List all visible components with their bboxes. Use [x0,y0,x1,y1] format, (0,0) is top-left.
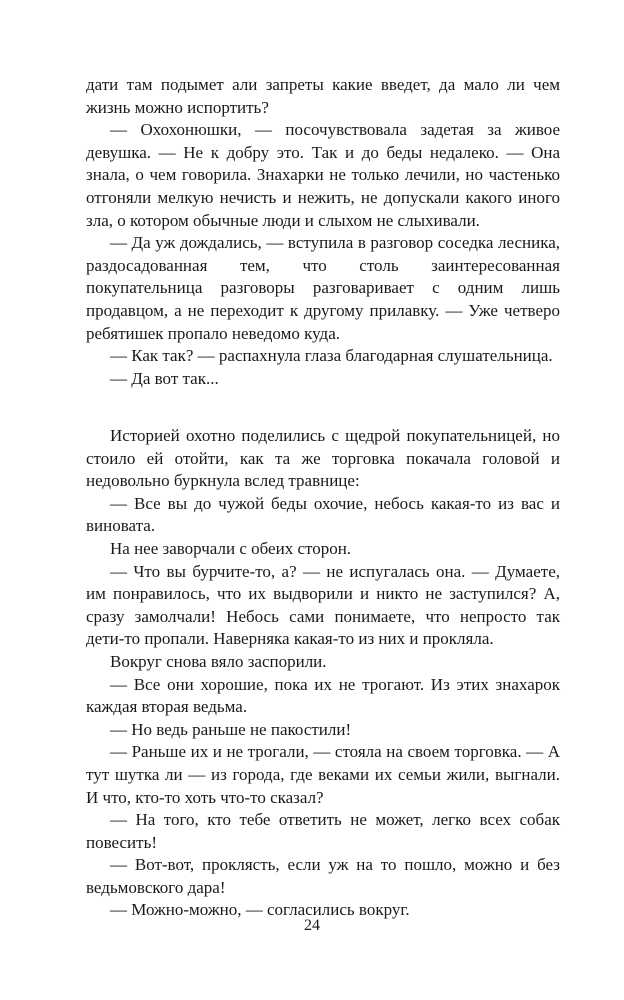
paragraph: Вокруг снова вяло заспорили. [110,651,327,671]
paragraph: дати там подымет али запреты какие введет, да мало ли чем жизнь можно испортить? [86,75,560,117]
paragraph: На нее заворчали с обеих сторон. [110,538,352,558]
text-section-before-break [86,74,560,390]
paragraph: — Да уж дождались, — вступила в разговор соседка лесника, раздосадованная тем, что столь заинтересованная покупательница разговоры разговаривает с одним лишь продавцом, а не переходит к другому прилавку. — Уже четверо ребятишек пропало неведомо куда. [86,233,560,343]
paragraph: — Что вы бурчите-то, а? — не испугалась она. — Думаете, им понравилось, что их выдворили и никто не заступился? А, сразу замолчали! Небось сами понимаете, что непросто так дети-то пропали. Наверняка какая-то из них и прокляла. [86,561,560,649]
paragraph: — Все вы до чужой беды охочие, небось какая-то из вас и виновата. [86,493,560,536]
paragraph: — Но ведь раньше не пакостили! [110,719,352,739]
paragraph: Историей охотно поделились с щедрой покупательницей, но стоило ей отойти, как та же торговка покачала головой и недовольно буркнула вслед травнице: [86,426,560,491]
paragraph: — Как так? — распахнула глаза благодарная слушательница. [110,346,553,366]
page-number: 24 [304,917,320,934]
paragraph: — Охохонюшки, — посочувствовала задетая за живое девушка. — Не к добру это. Так и до беды недалеко. — Она знала, о чем говорила. Знахарки не только лечили, но частенько отгоняли мелкую нечисть и нежить, не допускали какого иного зла, о котором обычные люди и слыхом не слыхивали. [86,120,560,230]
paragraph: — Да вот так... [110,368,219,388]
paragraph: — Все они хорошие, пока их не трогают. Из этих знахарок каждая вторая ведьма. [86,674,560,717]
paragraph: — Можно-можно, — согласились вокруг. [110,900,410,920]
paragraph: — На того, кто тебе ответить не может, легко всех собак повесить! [86,810,560,852]
text-section-after-break [86,425,560,922]
paragraph: — Вот-вот, проклясть, если уж на то пошло, можно и без ведьмовского дара! [86,855,560,897]
paragraph: — Раньше их и не трогали, — стояла на своем торговка. — А тут шутка ли — из города, где веками их семьи жили, выгнали. И что, кто-то хоть что-то сказал? [86,742,560,807]
